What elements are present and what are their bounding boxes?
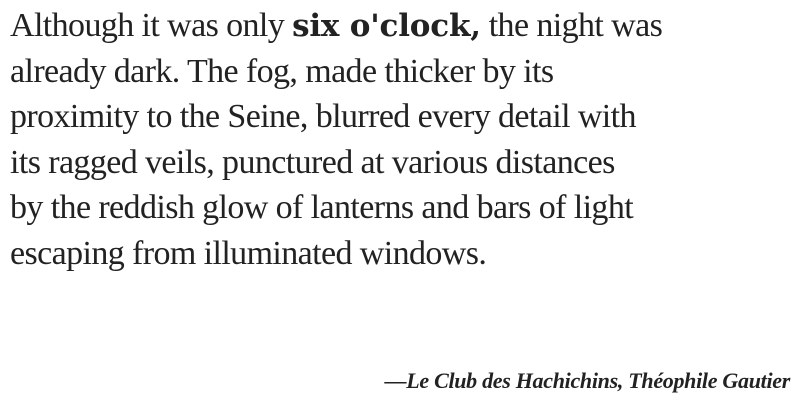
quote-line-5: by the reddish glow of lanterns and bars of light: [10, 189, 634, 226]
quote-line-6: escaping from illuminated windows.: [10, 234, 487, 272]
quote-line-1-start: Although it was only: [10, 7, 293, 44]
quote-line-4: its ragged veils, punctured at various distances: [10, 143, 615, 181]
quote-line-3: proximity to the Seine, blurred every detail with: [10, 98, 636, 135]
quote-passage: [10, 3, 790, 276]
quote-line-1-end: the night was: [480, 7, 663, 44]
quote-line-2: already dark. The fog, made thicker by its: [10, 52, 554, 90]
quote-line-1: [10, 3, 790, 49]
quote-emphasis: six o'clock,: [292, 8, 481, 44]
quote-attribution: —Le Club des Hachichins, Théophile Gautier: [384, 368, 790, 393]
